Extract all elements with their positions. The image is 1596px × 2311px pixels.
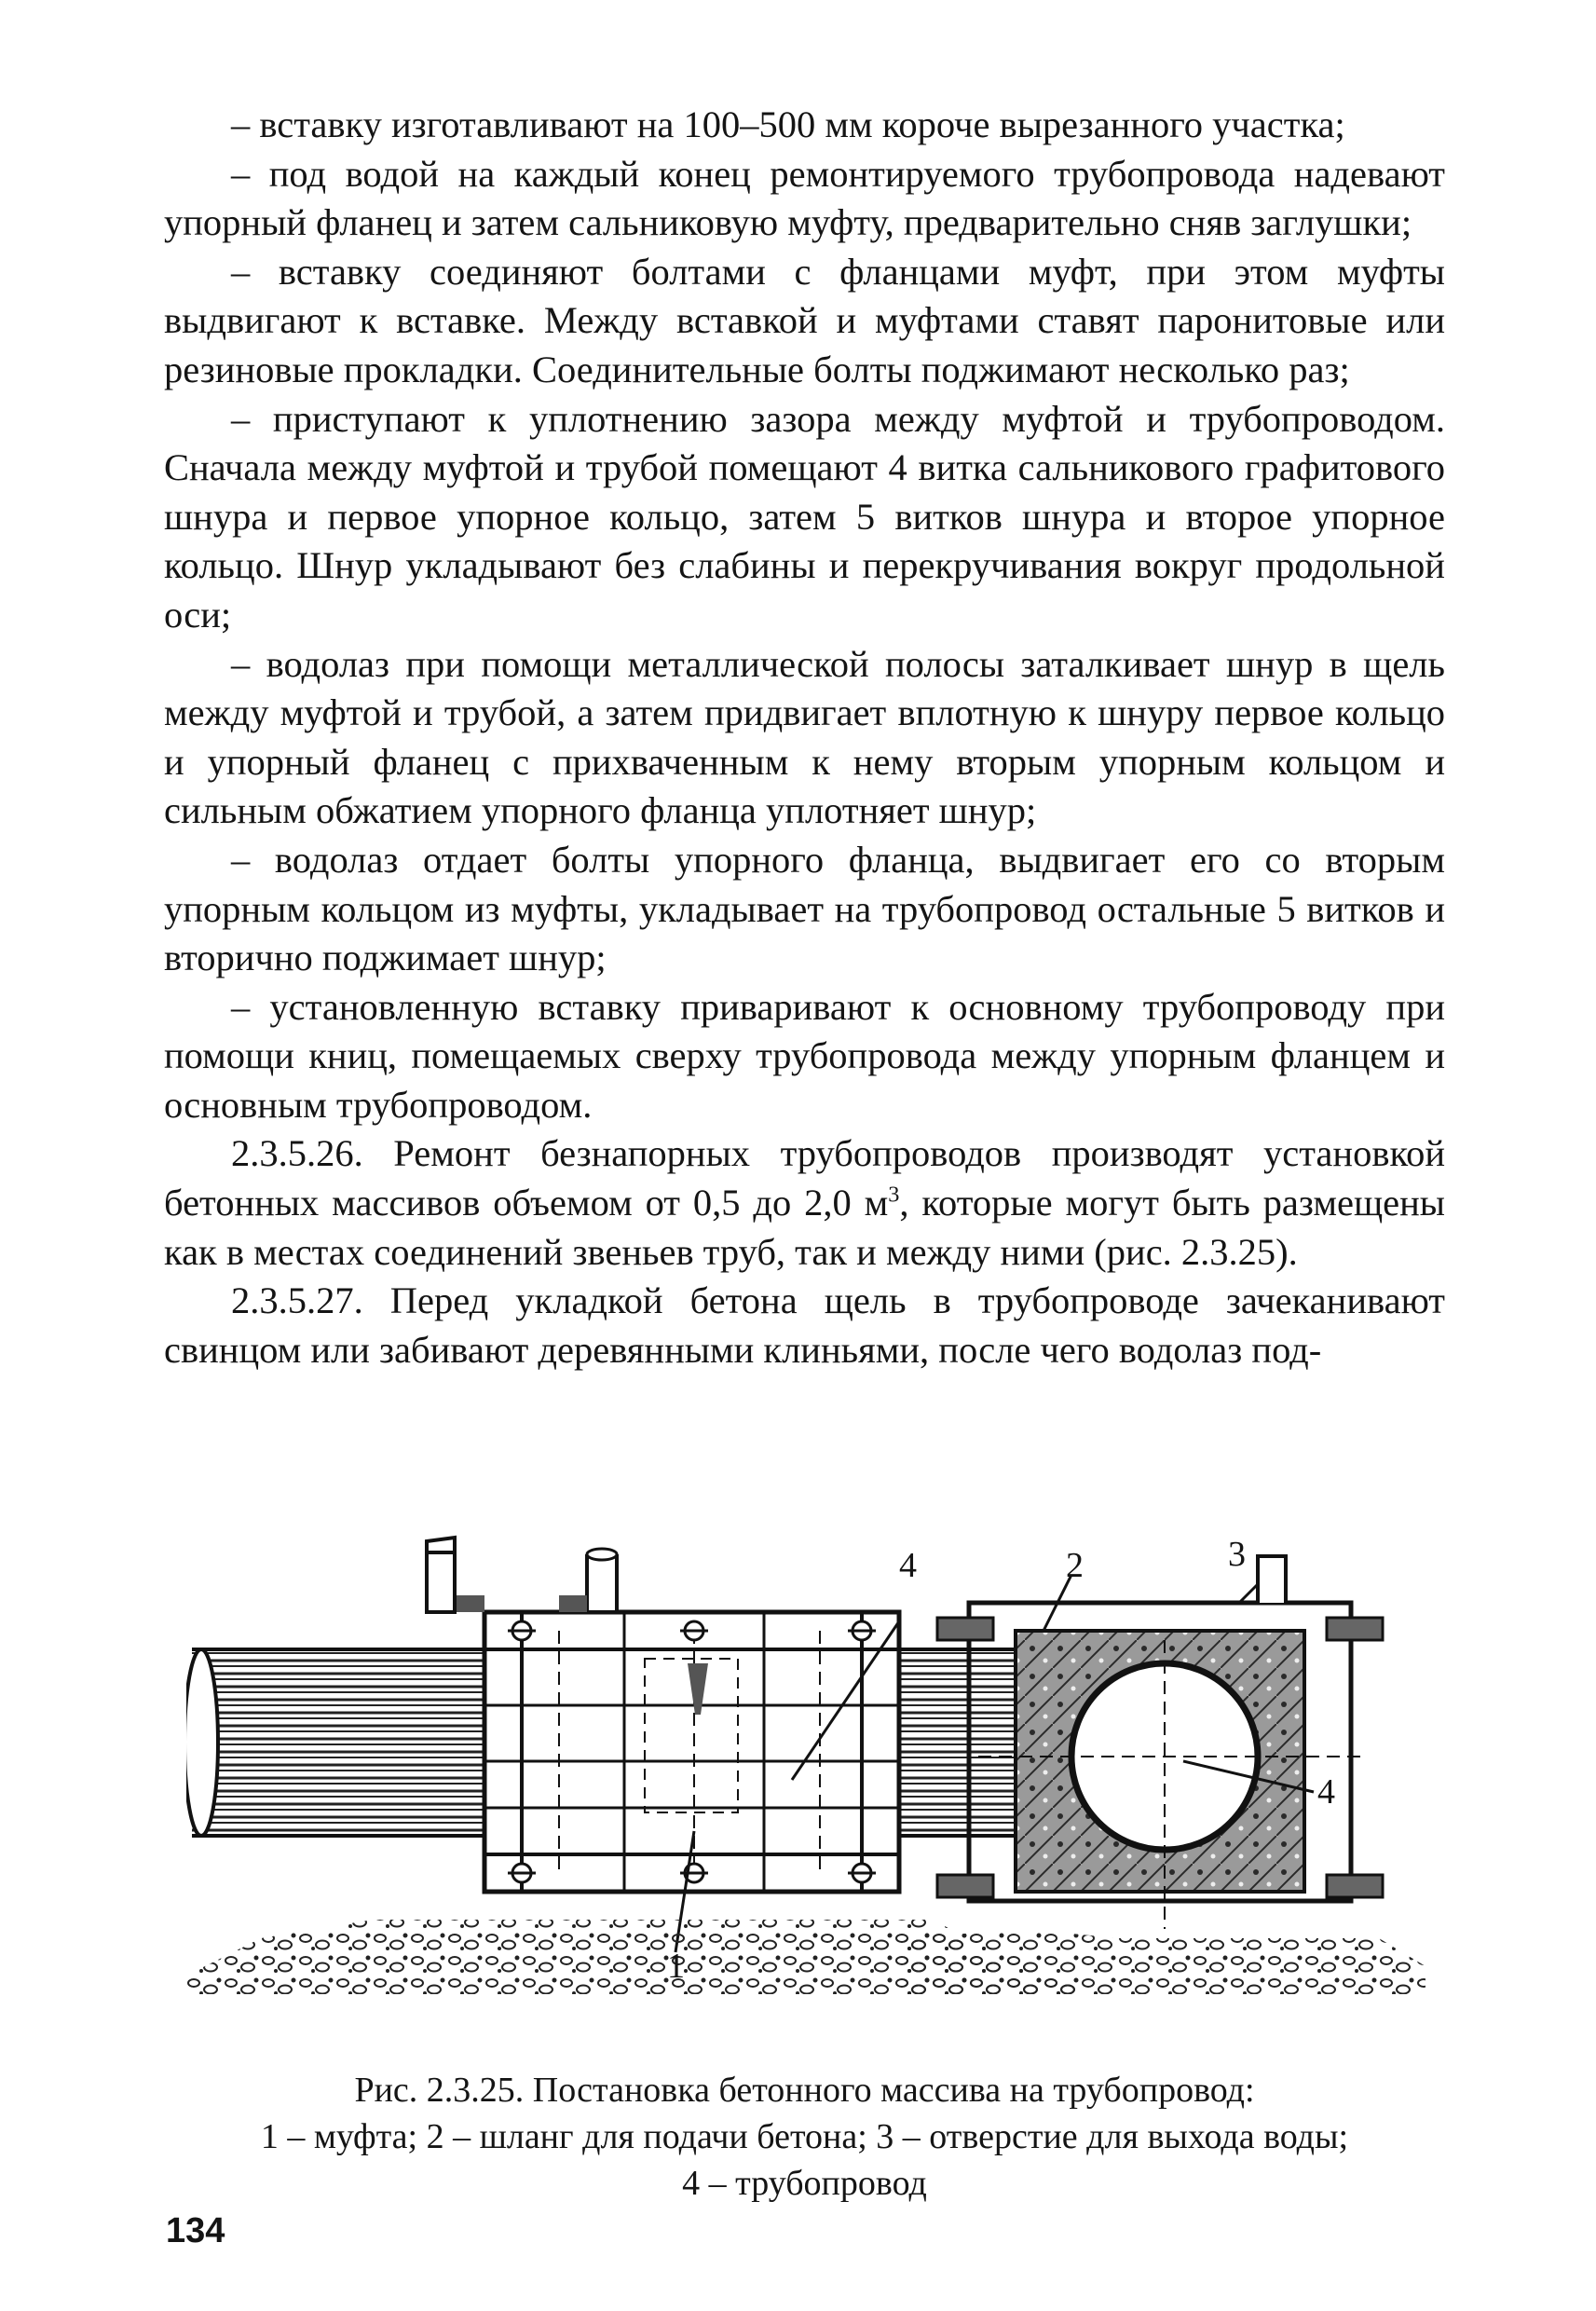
list-item-sealing: – приступают к уплотнению зазора между муфтой и трубопроводом. Сначала между муфтой и трубой помещают 4 витка сальникового графитового шнура и первое упорное кольцо, затем 5 витков шнура и второе упорное кольцо. Шнур укладывают без слабины и перекручивания вокруг продольной оси; xyxy=(164,397,1445,636)
caption-title: Рис. 2.3.25. Постановка бетонного массива на трубопровод: xyxy=(354,2071,1255,2110)
caption-legend: 1 – муфта; 2 – шланг для подачи бетона; 3 – отверстие для выхода воды; xyxy=(260,2117,1349,2156)
label-4-right: 4 xyxy=(1317,1772,1335,1812)
label-1: 1 xyxy=(667,1947,685,1986)
figure-concrete-block xyxy=(186,1528,1425,2050)
label-2: 2 xyxy=(1066,1546,1084,1585)
list-item-diver-releases-bolts: – водолаз отдает болты упорного фланца, выдвигает его со вторым упорным кольцом из муфты, укладывает на трубопровод остальные 5 витков и вторично поджимает шнур; xyxy=(164,838,1445,979)
list-item-bolting: – вставку соединяют болтами с фланцами муфт, при этом муфты выдвигают к вставке. Между вставкой и муфтами ставят паронитовые или резиновые прокладки. Соединительные болты поджимают несколько раз; xyxy=(164,250,1445,390)
label-3: 3 xyxy=(1228,1535,1246,1574)
hose-pipes xyxy=(427,1528,617,1612)
paragraph-2-3-5-26-tail: , которые могут быть размещены как в местах соединений звеньев труб, так и между ними (рис. 2.3.25). xyxy=(164,1182,1445,1273)
body-text xyxy=(164,101,1445,1374)
page-number: 134 xyxy=(166,2211,225,2250)
figure-caption xyxy=(164,2067,1445,2207)
cubic-superscript: 3 xyxy=(888,1182,900,1208)
list-item-welding: – установленную вставку приваривают к основному трубопроводу при помощи книц, помещаемых сверху трубопровода между упорным фланцем и основным трубопроводом. xyxy=(164,985,1445,1126)
paragraph-2-3-5-26 xyxy=(164,1129,1445,1277)
figure-drawing xyxy=(186,1528,1425,2050)
paragraph-2-3-5-27: 2.3.5.27. Перед укладкой бетона щель в трубопроводе зачеканивают свинцом или забивают деревянными клиньями, после чего водолаз под- xyxy=(164,1279,1445,1371)
paragraph-2-3-5-26-text: 2.3.5.26. Ремонт безнапорных трубопроводов производят установкой бетонных массивов объемом от 0,5 до 2,0 м xyxy=(164,1132,1445,1224)
list-item-insert-length: – вставку изготавливают на 100–500 мм короче вырезанного участка; xyxy=(231,103,1345,145)
list-item-thrust-flange: – под водой на каждый конец ремонтируемого трубопровода надевают упорный фланец и затем сальниковую муфту, предварительно сняв заглушки; xyxy=(164,152,1445,244)
list-item-diver-pushes-cord: – водолаз при помощи металлической полосы заталкивает шнур в щель между муфтой и трубой, а затем придвигает вплотную к шнуру первое кольцо и упорный фланец с прихваченным к нему вторым упорным кольцом и сильным обжатием упорного фланца уплотняет шнур; xyxy=(164,642,1445,832)
label-4-left: 4 xyxy=(899,1546,917,1585)
right-ground xyxy=(904,1929,1425,1994)
caption-legend-end: 4 – трубопровод xyxy=(682,2164,927,2203)
